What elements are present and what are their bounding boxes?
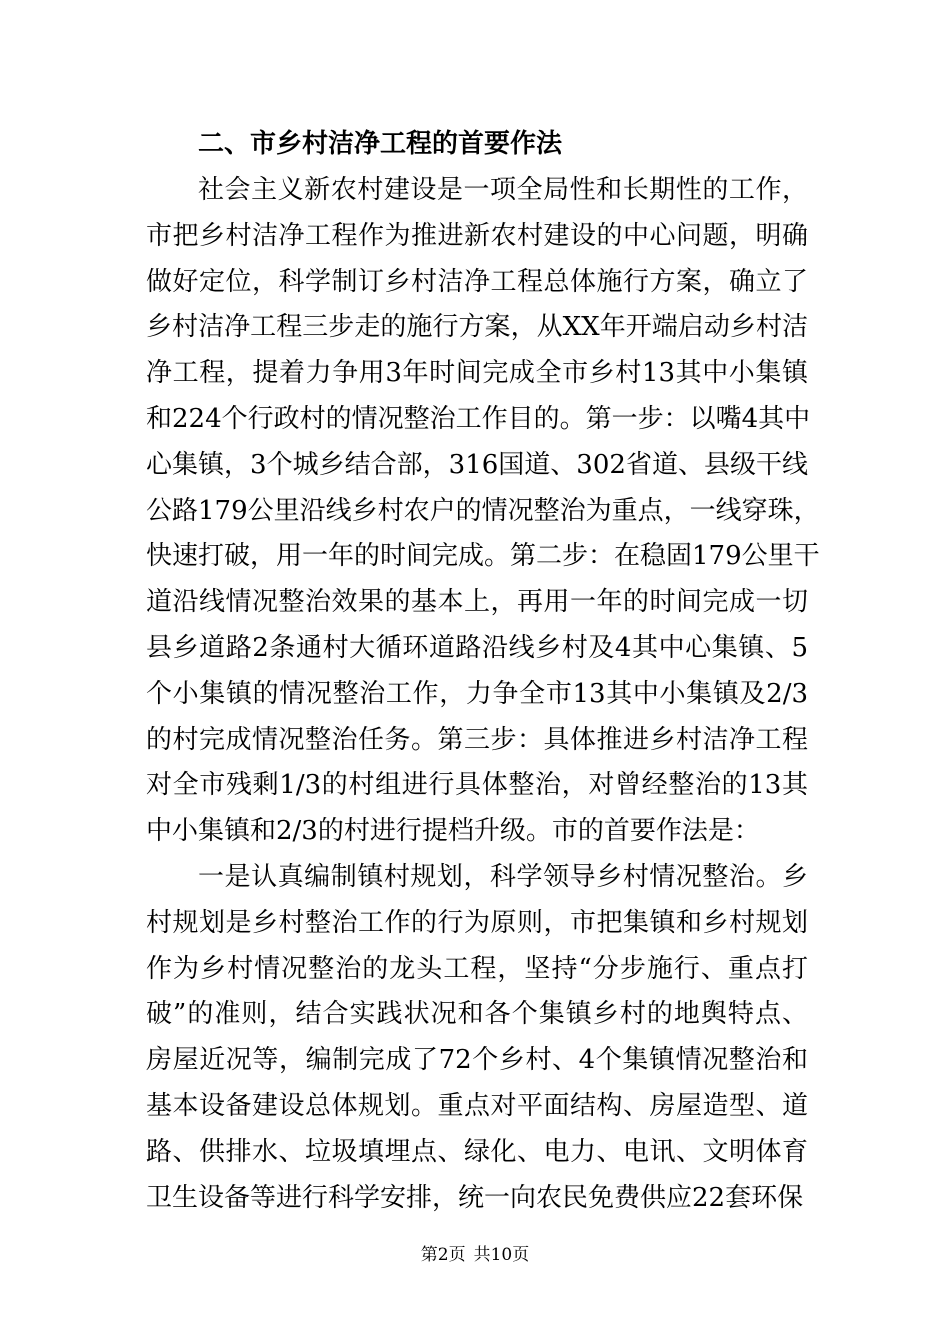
paragraph-1-line: 市把乡村洁净工程作为推进新农村建设的中心问题，明确	[146, 220, 808, 251]
paragraph-1-line: 道沿线情况整治效果的基本上，再用一年的时间完成一切	[146, 587, 808, 618]
paragraph-1-line: 做好定位，科学制订乡村洁净工程总体施行方案，确立了	[146, 266, 808, 297]
paragraph-2-line: 房屋近况等，编制完成了72个乡村、4个集镇情况整治和	[146, 1045, 808, 1076]
paragraph-2-line: 村规划是乡村整治工作的行为原则，市把集镇和乡村规划	[146, 907, 808, 938]
document-body	[146, 124, 820, 1221]
paragraph-1-line: 社会主义新农村建设是一项全局性和长期性的工作，	[198, 175, 808, 205]
paragraph-1-line: 个小集镇的情况整治工作，力争全市13其中小集镇及2/3	[146, 678, 808, 709]
paragraph-2	[146, 855, 808, 1221]
paragraph-2-line: 一是认真编制镇村规划，科学领导乡村情况整治。乡	[198, 861, 808, 892]
paragraph-1-line: 的村完成情况整治任务。第三步：具体推进乡村洁净工程	[146, 724, 808, 755]
paragraph-1-line: 县乡道路2条通村大循环道路沿线乡村及4其中心集镇、5	[146, 632, 808, 663]
page-number: 第2页	[420, 1245, 466, 1265]
paragraph-1-line: 心集镇，3个城乡结合部，316国道、302省道、县级干线	[146, 449, 808, 480]
paragraph-1-line: 净工程，提着力争用3年时间完成全市乡村13其中小集镇	[146, 358, 808, 389]
paragraph-2-line: 破”的准则，结合实践状况和各个集镇乡村的地舆特点、	[146, 999, 808, 1030]
page-footer	[0, 1243, 950, 1267]
paragraph-2-line: 路、供排水、垃圾填埋点、绿化、电力、电讯、文明体育	[146, 1136, 808, 1167]
paragraph-1-line: 公路179公里沿线乡村农户的情况整治为重点，一线穿珠，	[146, 495, 820, 526]
paragraph-2-line: 基本设备建设总体规划。重点对平面结构、房屋造型、道	[146, 1090, 808, 1121]
paragraph-1-line: 乡村洁净工程三步走的施行方案，从XX年开端启动乡村洁	[146, 312, 808, 343]
paragraph-1-line: 快速打破，用一年的时间完成。第二步：在稳固179公里干	[146, 541, 820, 572]
paragraph-1	[146, 168, 820, 855]
paragraph-2-line: 卫生设备等进行科学安排，统一向农民免费供应22套环保	[146, 1182, 804, 1213]
paragraph-1-line: 中小集镇和2/3的村进行提档升级。市的首要作法是：	[146, 816, 760, 847]
paragraph-1-line: 对全市残剩1/3的村组进行具体整治，对曾经整治的13其	[146, 770, 808, 801]
paragraph-2-line: 作为乡村情况整治的龙头工程，坚持“分步施行、重点打	[146, 953, 808, 984]
page-total: 共10页	[473, 1245, 530, 1265]
section-heading: 二、市乡村洁净工程的首要作法	[198, 129, 563, 159]
paragraph-1-line: 和224个行政村的情况整治工作目的。第一步：以嘴4其中	[146, 403, 811, 434]
